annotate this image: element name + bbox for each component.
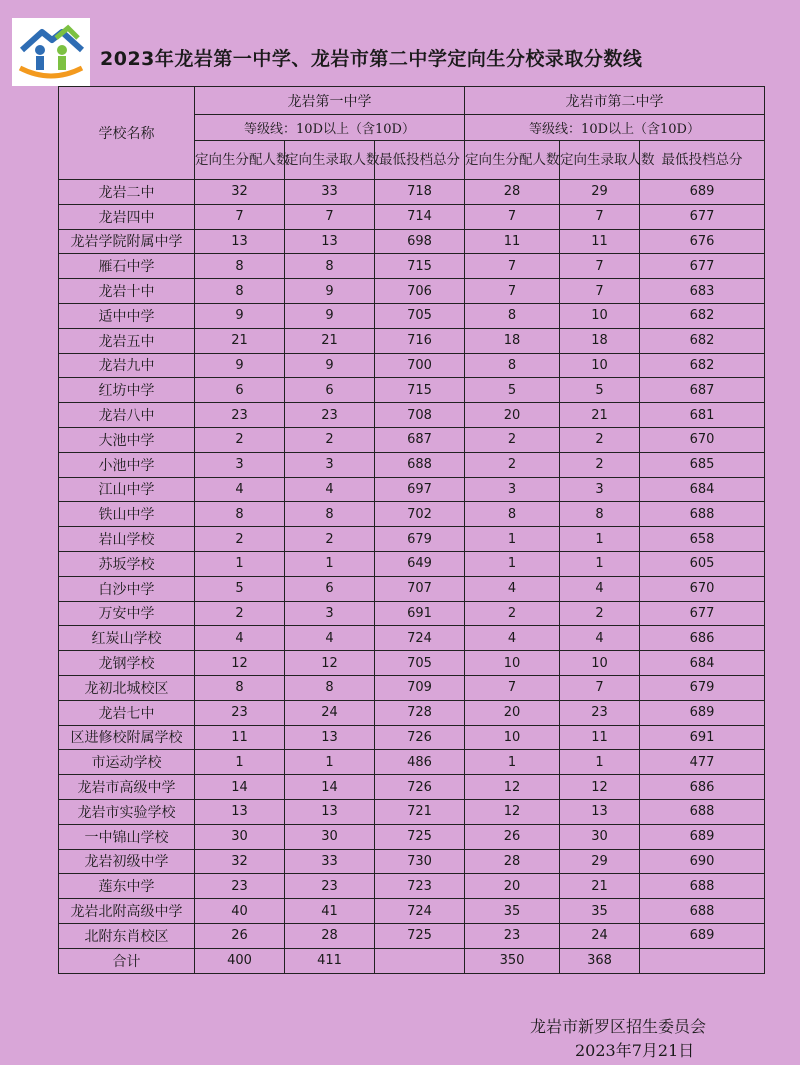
- table-row: [59, 502, 765, 527]
- admit2-cell: 368: [560, 948, 640, 973]
- alloc2-cell: 7: [465, 204, 560, 229]
- alloc1-cell: 8: [195, 279, 285, 304]
- admit2-cell: 7: [560, 279, 640, 304]
- alloc1-cell: 23: [195, 700, 285, 725]
- school-name-cell: 龙初北城校区: [59, 675, 195, 700]
- min1-cell: 702: [375, 502, 465, 527]
- min1-cell: 697: [375, 477, 465, 502]
- admit1-cell: 4: [285, 626, 375, 651]
- school-name-cell: 龙岩七中: [59, 700, 195, 725]
- page-title: 2023年龙岩第一中学、龙岩市第二中学定向生分校录取分数线: [100, 48, 643, 70]
- table-row: [59, 675, 765, 700]
- admit2-cell: 29: [560, 849, 640, 874]
- min1-cell: 708: [375, 403, 465, 428]
- min2-cell: [640, 948, 765, 973]
- min1-cell: 715: [375, 378, 465, 403]
- min2-cell: 689: [640, 180, 765, 205]
- admit1-cell: 6: [285, 576, 375, 601]
- admit1-cell: 12: [285, 651, 375, 676]
- alloc2-cell: 28: [465, 180, 560, 205]
- admit1-cell: 41: [285, 899, 375, 924]
- admit2-cell: 2: [560, 427, 640, 452]
- school-name-cell: 北附东肖校区: [59, 923, 195, 948]
- table-row: [59, 626, 765, 651]
- group2-header: 龙岩市第二中学: [465, 87, 765, 115]
- min1-cell: 724: [375, 626, 465, 651]
- admission-table: [58, 86, 765, 974]
- min2-cell: 677: [640, 204, 765, 229]
- alloc2-cell: 5: [465, 378, 560, 403]
- school-name-cell: 红坊中学: [59, 378, 195, 403]
- min2-cell: 684: [640, 477, 765, 502]
- admit2-cell: 1: [560, 527, 640, 552]
- table-row: [59, 923, 765, 948]
- table-row: [59, 750, 765, 775]
- alloc1-cell: 9: [195, 353, 285, 378]
- admit1-cell: 8: [285, 675, 375, 700]
- alloc2-cell: 350: [465, 948, 560, 973]
- min2-cell: 682: [640, 328, 765, 353]
- admit1-cell: 7: [285, 204, 375, 229]
- admit2-cell: 5: [560, 378, 640, 403]
- admit1-cell: 33: [285, 180, 375, 205]
- min1-cell: 691: [375, 601, 465, 626]
- alloc2-cell: 3: [465, 477, 560, 502]
- min1-cell: 715: [375, 254, 465, 279]
- min2-cell: 688: [640, 899, 765, 924]
- admit2-cell: 18: [560, 328, 640, 353]
- admit1-cell: 21: [285, 328, 375, 353]
- alloc1-cell: 11: [195, 725, 285, 750]
- alloc1-cell: 40: [195, 899, 285, 924]
- table-row: [59, 180, 765, 205]
- table-row: [59, 874, 765, 899]
- min2-cell: 685: [640, 452, 765, 477]
- min2-cell: 670: [640, 576, 765, 601]
- table-row: [59, 427, 765, 452]
- admit1-cell: 23: [285, 403, 375, 428]
- table-row: [59, 328, 765, 353]
- col-min-header: 最低投档总分: [640, 141, 765, 180]
- min2-cell: 681: [640, 403, 765, 428]
- admit1-cell: 30: [285, 824, 375, 849]
- min2-cell: 676: [640, 229, 765, 254]
- admit1-cell: 24: [285, 700, 375, 725]
- admit2-cell: 29: [560, 180, 640, 205]
- alloc1-cell: 5: [195, 576, 285, 601]
- admit1-cell: 1: [285, 551, 375, 576]
- group1-header: 龙岩第一中学: [195, 87, 465, 115]
- school-name-cell: 龙岩八中: [59, 403, 195, 428]
- alloc2-cell: 18: [465, 328, 560, 353]
- min1-cell: 730: [375, 849, 465, 874]
- col-admit-header: 定向生录取人数: [285, 141, 375, 180]
- min2-cell: 689: [640, 923, 765, 948]
- school-name-cell: 龙岩学院附属中学: [59, 229, 195, 254]
- admit2-cell: 21: [560, 874, 640, 899]
- admit2-cell: 1: [560, 750, 640, 775]
- col-min-header: 最低投档总分: [375, 141, 465, 180]
- min1-cell: 700: [375, 353, 465, 378]
- alloc1-cell: 32: [195, 180, 285, 205]
- admit2-cell: 30: [560, 824, 640, 849]
- table-row: [59, 403, 765, 428]
- admit2-cell: 11: [560, 725, 640, 750]
- min2-cell: 688: [640, 874, 765, 899]
- min1-cell: 705: [375, 303, 465, 328]
- school-name-cell: 龙岩初级中学: [59, 849, 195, 874]
- alloc1-cell: 23: [195, 403, 285, 428]
- admit2-cell: 10: [560, 353, 640, 378]
- school-name-cell: 龙岩市实验学校: [59, 799, 195, 824]
- total-label: 合计: [59, 948, 195, 973]
- admit2-cell: 24: [560, 923, 640, 948]
- admit1-cell: 9: [285, 353, 375, 378]
- school-name-cell: 万安中学: [59, 601, 195, 626]
- group2-grade-line: 等级线：10D以上（含10D）: [465, 115, 765, 141]
- alloc2-cell: 7: [465, 279, 560, 304]
- min2-cell: 605: [640, 551, 765, 576]
- alloc1-cell: 3: [195, 452, 285, 477]
- alloc1-cell: 1: [195, 750, 285, 775]
- admit1-cell: 33: [285, 849, 375, 874]
- table-row: [59, 477, 765, 502]
- admit1-cell: 13: [285, 229, 375, 254]
- school-name-cell: 区进修校附属学校: [59, 725, 195, 750]
- col-admit-header: 定向生录取人数: [560, 141, 640, 180]
- admit2-cell: 2: [560, 452, 640, 477]
- alloc2-cell: 7: [465, 675, 560, 700]
- min1-cell: 716: [375, 328, 465, 353]
- school-name-cell: 龙岩二中: [59, 180, 195, 205]
- min2-cell: 688: [640, 502, 765, 527]
- table-row: [59, 849, 765, 874]
- alloc2-cell: 28: [465, 849, 560, 874]
- table-row: [59, 775, 765, 800]
- min1-cell: 687: [375, 427, 465, 452]
- alloc2-cell: 8: [465, 303, 560, 328]
- alloc1-cell: 1: [195, 551, 285, 576]
- admit2-cell: 1: [560, 551, 640, 576]
- table-row: [59, 204, 765, 229]
- table-row: [59, 799, 765, 824]
- alloc1-cell: 9: [195, 303, 285, 328]
- alloc2-cell: 7: [465, 254, 560, 279]
- min1-cell: 726: [375, 725, 465, 750]
- min1-cell: 649: [375, 551, 465, 576]
- admit2-cell: 4: [560, 626, 640, 651]
- admit2-cell: 10: [560, 651, 640, 676]
- admit2-cell: 3: [560, 477, 640, 502]
- school-name-cell: 龙岩市高级中学: [59, 775, 195, 800]
- min1-cell: 679: [375, 527, 465, 552]
- alloc1-cell: 2: [195, 427, 285, 452]
- house-family-icon: [12, 18, 90, 86]
- min2-cell: 670: [640, 427, 765, 452]
- min2-cell: 683: [640, 279, 765, 304]
- alloc1-cell: 7: [195, 204, 285, 229]
- min2-cell: 677: [640, 601, 765, 626]
- admit2-cell: 11: [560, 229, 640, 254]
- table-row: [59, 725, 765, 750]
- admit1-cell: 14: [285, 775, 375, 800]
- table-row: [59, 279, 765, 304]
- min2-cell: 679: [640, 675, 765, 700]
- alloc1-cell: 6: [195, 378, 285, 403]
- min2-cell: 686: [640, 626, 765, 651]
- table-row: [59, 229, 765, 254]
- alloc2-cell: 4: [465, 576, 560, 601]
- admit1-cell: 4: [285, 477, 375, 502]
- admit2-cell: 7: [560, 254, 640, 279]
- table-row: [59, 651, 765, 676]
- alloc1-cell: 26: [195, 923, 285, 948]
- min2-cell: 658: [640, 527, 765, 552]
- alloc1-cell: 2: [195, 527, 285, 552]
- admit2-cell: 12: [560, 775, 640, 800]
- school-name-cell: 适中中学: [59, 303, 195, 328]
- alloc2-cell: 2: [465, 452, 560, 477]
- school-name-cell: 岩山学校: [59, 527, 195, 552]
- school-name-cell: 龙钢学校: [59, 651, 195, 676]
- table-row: [59, 378, 765, 403]
- min1-cell: 688: [375, 452, 465, 477]
- alloc1-cell: 12: [195, 651, 285, 676]
- min1-cell: 724: [375, 899, 465, 924]
- school-name-header: 学校名称: [59, 87, 195, 180]
- table-row: [59, 899, 765, 924]
- table-row: [59, 551, 765, 576]
- school-name-cell: 白沙中学: [59, 576, 195, 601]
- alloc2-cell: 10: [465, 725, 560, 750]
- school-name-cell: 一中锦山学校: [59, 824, 195, 849]
- min2-cell: 477: [640, 750, 765, 775]
- admit1-cell: 13: [285, 725, 375, 750]
- table-row: [59, 254, 765, 279]
- admit1-cell: 2: [285, 527, 375, 552]
- alloc1-cell: 4: [195, 477, 285, 502]
- admit1-cell: 1: [285, 750, 375, 775]
- table-row: [59, 452, 765, 477]
- min2-cell: 688: [640, 799, 765, 824]
- alloc1-cell: 8: [195, 254, 285, 279]
- min1-cell: 728: [375, 700, 465, 725]
- admit1-cell: 411: [285, 948, 375, 973]
- table-row: [59, 353, 765, 378]
- admit2-cell: 23: [560, 700, 640, 725]
- min1-cell: 725: [375, 824, 465, 849]
- min2-cell: 690: [640, 849, 765, 874]
- alloc1-cell: 13: [195, 799, 285, 824]
- admit2-cell: 4: [560, 576, 640, 601]
- min2-cell: 689: [640, 700, 765, 725]
- alloc2-cell: 8: [465, 502, 560, 527]
- alloc1-cell: 32: [195, 849, 285, 874]
- alloc1-cell: 13: [195, 229, 285, 254]
- admit2-cell: 7: [560, 675, 640, 700]
- footer-org: 龙岩市新罗区招生委员会: [530, 1017, 707, 1036]
- group1-grade-line: 等级线：10D以上（含10D）: [195, 115, 465, 141]
- alloc1-cell: 23: [195, 874, 285, 899]
- admit1-cell: 8: [285, 502, 375, 527]
- alloc1-cell: 8: [195, 502, 285, 527]
- alloc1-cell: 14: [195, 775, 285, 800]
- admit1-cell: 6: [285, 378, 375, 403]
- alloc1-cell: 4: [195, 626, 285, 651]
- alloc2-cell: 23: [465, 923, 560, 948]
- min2-cell: 682: [640, 353, 765, 378]
- col-alloc-header: 定向生分配人数: [465, 141, 560, 180]
- admit1-cell: 23: [285, 874, 375, 899]
- alloc2-cell: 1: [465, 527, 560, 552]
- admit1-cell: 13: [285, 799, 375, 824]
- admit2-cell: 8: [560, 502, 640, 527]
- table-row: [59, 303, 765, 328]
- alloc2-cell: 35: [465, 899, 560, 924]
- alloc2-cell: 20: [465, 403, 560, 428]
- total-row: [59, 948, 765, 973]
- school-name-cell: 铁山中学: [59, 502, 195, 527]
- min1-cell: [375, 948, 465, 973]
- alloc1-cell: 8: [195, 675, 285, 700]
- min1-cell: 726: [375, 775, 465, 800]
- school-name-cell: 雁石中学: [59, 254, 195, 279]
- col-alloc-header: 定向生分配人数: [195, 141, 285, 180]
- school-name-cell: 江山中学: [59, 477, 195, 502]
- alloc2-cell: 20: [465, 700, 560, 725]
- alloc1-cell: 21: [195, 328, 285, 353]
- alloc1-cell: 30: [195, 824, 285, 849]
- alloc2-cell: 4: [465, 626, 560, 651]
- min1-cell: 707: [375, 576, 465, 601]
- admit2-cell: 7: [560, 204, 640, 229]
- min2-cell: 691: [640, 725, 765, 750]
- table-row: [59, 700, 765, 725]
- footer-date: 2023年7月21日: [575, 1041, 695, 1060]
- school-name-cell: 龙岩九中: [59, 353, 195, 378]
- school-name-cell: 大池中学: [59, 427, 195, 452]
- school-name-cell: 龙岩北附高级中学: [59, 899, 195, 924]
- admit1-cell: 9: [285, 303, 375, 328]
- min2-cell: 684: [640, 651, 765, 676]
- alloc2-cell: 1: [465, 551, 560, 576]
- alloc2-cell: 8: [465, 353, 560, 378]
- table-row: [59, 576, 765, 601]
- min1-cell: 714: [375, 204, 465, 229]
- school-name-cell: 龙岩四中: [59, 204, 195, 229]
- school-name-cell: 市运动学校: [59, 750, 195, 775]
- alloc2-cell: 26: [465, 824, 560, 849]
- table-row: [59, 527, 765, 552]
- admit1-cell: 3: [285, 601, 375, 626]
- min1-cell: 721: [375, 799, 465, 824]
- admit1-cell: 8: [285, 254, 375, 279]
- admit1-cell: 28: [285, 923, 375, 948]
- min1-cell: 698: [375, 229, 465, 254]
- logo: [12, 18, 90, 86]
- alloc1-cell: 400: [195, 948, 285, 973]
- min1-cell: 486: [375, 750, 465, 775]
- alloc2-cell: 11: [465, 229, 560, 254]
- school-name-cell: 小池中学: [59, 452, 195, 477]
- school-name-cell: 红炭山学校: [59, 626, 195, 651]
- alloc2-cell: 12: [465, 799, 560, 824]
- min2-cell: 682: [640, 303, 765, 328]
- admit2-cell: 2: [560, 601, 640, 626]
- min1-cell: 725: [375, 923, 465, 948]
- admit1-cell: 2: [285, 427, 375, 452]
- admit2-cell: 13: [560, 799, 640, 824]
- school-name-cell: 莲东中学: [59, 874, 195, 899]
- alloc2-cell: 10: [465, 651, 560, 676]
- min1-cell: 705: [375, 651, 465, 676]
- min2-cell: 687: [640, 378, 765, 403]
- min2-cell: 677: [640, 254, 765, 279]
- min1-cell: 706: [375, 279, 465, 304]
- admit2-cell: 35: [560, 899, 640, 924]
- school-name-cell: 苏坂学校: [59, 551, 195, 576]
- admit2-cell: 10: [560, 303, 640, 328]
- min2-cell: 689: [640, 824, 765, 849]
- alloc2-cell: 2: [465, 601, 560, 626]
- table-row: [59, 824, 765, 849]
- alloc2-cell: 2: [465, 427, 560, 452]
- school-name-cell: 龙岩十中: [59, 279, 195, 304]
- min1-cell: 709: [375, 675, 465, 700]
- admit2-cell: 21: [560, 403, 640, 428]
- alloc1-cell: 2: [195, 601, 285, 626]
- alloc2-cell: 20: [465, 874, 560, 899]
- alloc2-cell: 1: [465, 750, 560, 775]
- min2-cell: 686: [640, 775, 765, 800]
- min1-cell: 718: [375, 180, 465, 205]
- admit1-cell: 9: [285, 279, 375, 304]
- min1-cell: 723: [375, 874, 465, 899]
- alloc2-cell: 12: [465, 775, 560, 800]
- school-name-cell: 龙岩五中: [59, 328, 195, 353]
- admit1-cell: 3: [285, 452, 375, 477]
- table-row: [59, 601, 765, 626]
